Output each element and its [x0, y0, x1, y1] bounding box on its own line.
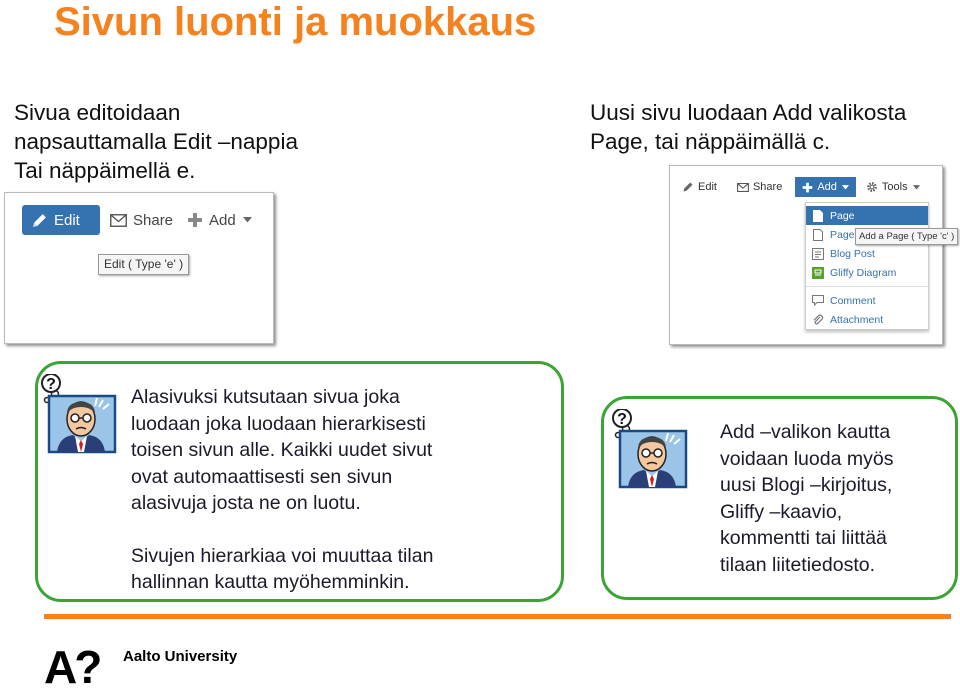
- menu-item-label: Attachment: [830, 313, 884, 326]
- plus-icon: [187, 212, 203, 228]
- callout-text-line: toisen sivun alle. Kaikki uudet sivut: [131, 439, 433, 461]
- add-menu-screenshot: [669, 165, 955, 345]
- callout-text-line: kommentti tai liittää: [720, 527, 887, 549]
- callout-text-line: Sivujen hierarkiaa voi muuttaa tilan: [131, 544, 434, 567]
- callout-text-line: uusi Blogi –kirjoitus,: [720, 474, 893, 496]
- left-text-line: Tai näppäimellä e.: [14, 158, 196, 183]
- edit-button-label: Edit: [54, 211, 80, 229]
- callout-text-line: alasivuja josta ne on luotu.: [131, 492, 361, 514]
- svg-text:?: ?: [617, 411, 627, 428]
- add-dropdown-menu: [805, 202, 929, 330]
- left-text-line: Sivua editoidaan: [14, 100, 181, 125]
- menu-item-label: Gliffy Diagram: [830, 266, 897, 279]
- paperclip-icon: [812, 314, 824, 326]
- aalto-logo: A?: [44, 641, 100, 693]
- menu-item-label: Comment: [830, 294, 876, 307]
- menu-item-comment[interactable]: [806, 291, 928, 310]
- menu-item-label: Page: [830, 209, 855, 222]
- chevron-down-icon: [243, 217, 252, 223]
- add-button[interactable]: Add: [209, 211, 236, 229]
- left-text-line: napsauttamalla Edit –nappia: [14, 129, 298, 154]
- pencil-icon: [682, 181, 694, 193]
- plus-icon: [802, 182, 813, 193]
- right-text-line: Uusi sivu luodaan Add valikosta: [590, 100, 907, 125]
- edit-toolbar-screenshot: [4, 192, 274, 344]
- add-page-tooltip: Add a Page ( Type 'c' ): [855, 228, 958, 245]
- page-icon: [812, 229, 824, 241]
- menu-item-blog-post[interactable]: [806, 244, 928, 263]
- paragraph-gap: [131, 517, 433, 543]
- envelope-icon: [737, 183, 749, 192]
- chevron-down-icon: [913, 185, 920, 190]
- callout-text-line: luodaan joka luodaan hierarkisesti: [131, 412, 426, 435]
- gear-icon: [866, 181, 878, 193]
- svg-text:?: ?: [46, 376, 56, 393]
- right-text-line: Page, tai näppäimällä c.: [590, 129, 831, 154]
- right-intro-text: [590, 98, 906, 156]
- callout-text-line: hallinnan kautta myöhemminkin.: [131, 571, 410, 593]
- menu-item-label: Blog Post: [830, 247, 875, 260]
- callout-right: [601, 396, 958, 600]
- callout-text-line: Alasivuksi kutsutaan sivua joka: [131, 386, 400, 408]
- callout-text-line: ovat automaattisesti sen sivun: [131, 465, 393, 488]
- callout-text-line: voidaan luoda myös: [720, 447, 894, 470]
- blog-icon: [812, 248, 824, 260]
- envelope-icon: [110, 214, 127, 227]
- menu-item-attachment[interactable]: [806, 310, 928, 329]
- toolbar: [682, 178, 920, 196]
- callout-text-line: tilaan liitetiedosto.: [720, 553, 876, 576]
- thinking-man-icon: [612, 409, 692, 494]
- callout-text-line: Add –valikon kautta: [720, 421, 891, 443]
- toolbar: [22, 205, 252, 235]
- share-button[interactable]: Share: [133, 211, 174, 229]
- tools-button[interactable]: Tools: [881, 181, 908, 193]
- callout-text-line: Gliffy –kaavio,: [720, 500, 843, 523]
- edit-button[interactable]: Edit: [698, 181, 717, 193]
- callout-left-text: [131, 384, 433, 596]
- menu-divider: [806, 286, 928, 287]
- menu-item-gliffy-diagram[interactable]: [806, 263, 928, 282]
- chevron-down-icon: [842, 185, 849, 190]
- add-button[interactable]: [795, 177, 856, 197]
- footer-accent-bar: [44, 614, 951, 619]
- callout-left: [35, 361, 564, 602]
- page-icon: [812, 210, 824, 222]
- edit-button[interactable]: [22, 205, 100, 235]
- menu-item-label: Page: [830, 228, 855, 241]
- university-name: Aalto University: [123, 648, 238, 665]
- thinking-man-icon: [41, 374, 121, 459]
- left-intro-text: [14, 98, 298, 185]
- pencil-icon: [31, 212, 48, 229]
- share-button[interactable]: Share: [752, 181, 783, 193]
- edit-shortcut-tooltip: Edit ( Type 'e' ): [98, 254, 189, 275]
- comment-icon: [812, 295, 824, 307]
- slide-title: Sivun luonti ja muokkaus: [54, 0, 537, 44]
- diagram-icon: [812, 267, 824, 279]
- menu-item-page[interactable]: [806, 206, 928, 225]
- callout-right-text: [720, 419, 893, 578]
- add-button-label: Add: [817, 181, 837, 193]
